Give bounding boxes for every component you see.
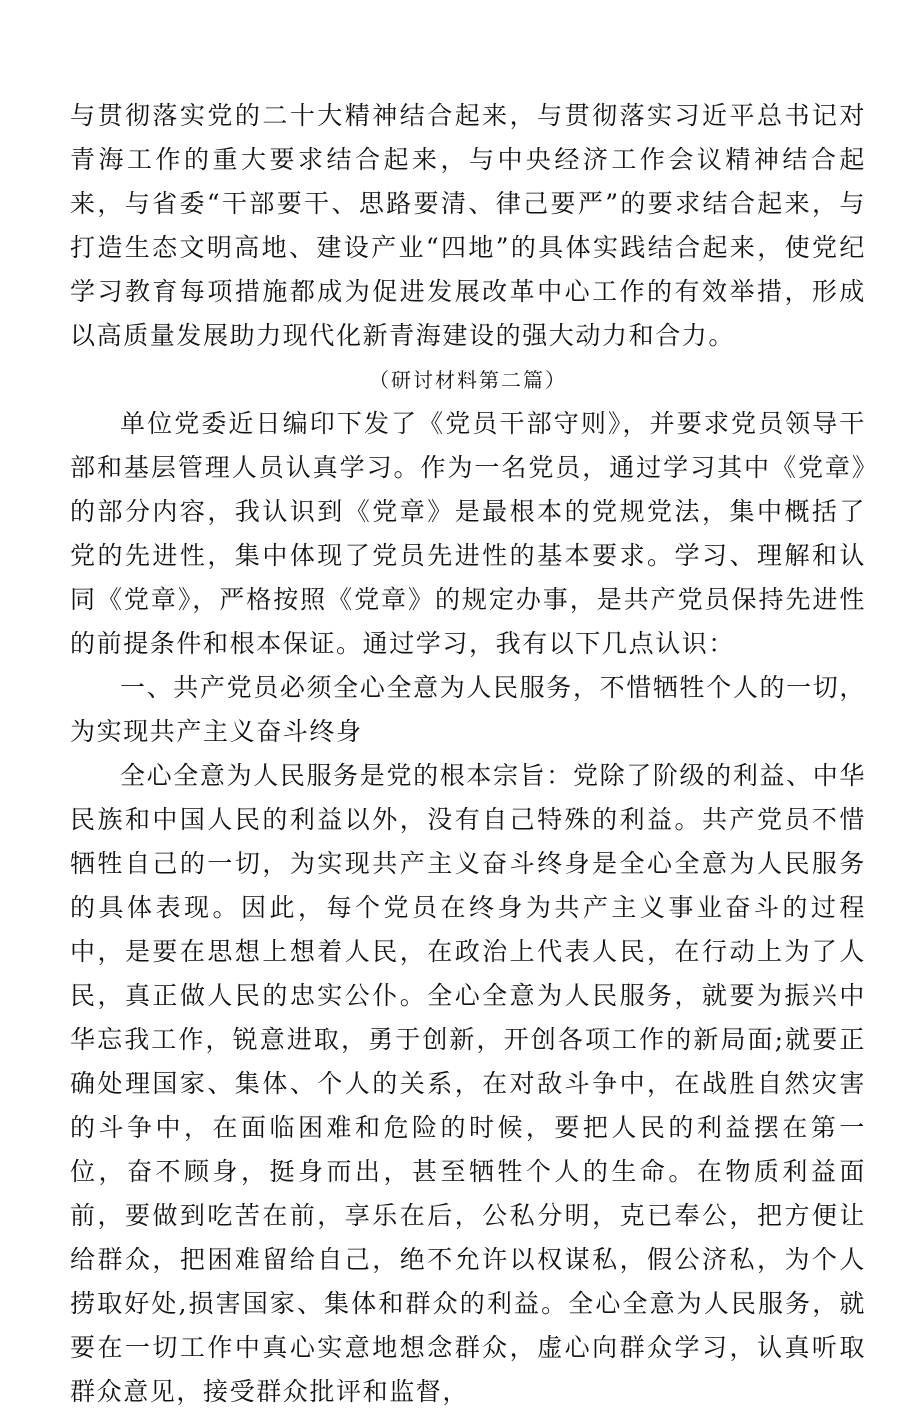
paragraph-body: 全心全意为人民服务是党的根本宗旨：党除了阶级的利益、中华民族和中国人民的利益以外，没有自己特殊的利益。共产党员不惜牺牲自己的一切，为实现共产主义奋斗终身是全心全意为人民服务的具体表现。因此，每个党员在终身为共产主义事业奋斗的过程中，是要在思想上想着人民，在政治上代表人民，在行动上为了人民，真正做人民的忠实公仆。全心全意为人民服务，就要为振兴中华忘我工作，锐意进取，勇于创新，开创各项工作的新局面;就要正确处理国家、集体、个人的关系，在对敌斗争中，在战胜自然灾害的斗争中，在面临困难和危险的时候，要把人民的利益摆在第一位，奋不顾身，挺身而出，甚至牺牲个人的生命。在物质利益面前，要做到吃苦在前，享乐在后，公私分明，克已奉公，把方便让给群众，把困难留给自己，绝不允许以权谋私，假公济私，为个人捞取好处,损害国家、集体和群众的利益。全心全意为人民服务，就要在一切工作中真心实意地想念群众，虚心向群众学习，认真听取群众意见，接受群众批评和监督，: [70, 761, 866, 1406]
heading-point-one: 一、共产党员必须全心全意为人民服务，不惜牺牲个人的一切，为实现共产主义奋斗终身: [70, 673, 866, 746]
paragraph-intro-continued: 与贯彻落实党的二十大精神结合起来，与贯彻落实习近平总书记对青海工作的重大要求结合起来，与中央经济工作会议精神结合起来，与省委“干部要干、思路要清、律己要严”的要求结合起来，与打造生态文明高地、建设产业“四地”的具体实践结合起来，使党纪学习教育每项措施都成为促进发展改革中心工作的有效举措，形成以高质量发展助力现代化新青海建设的强大动力和合力。: [70, 101, 866, 350]
section-title: （研讨材料第二篇）: [369, 368, 567, 392]
paragraph-opening: 单位党委近日编印下发了《党员干部守则》，并要求党员领导干部和基层管理人员认真学习。作为一名党员，通过学习其中《党章》的部分内容，我认识到《党章》是最根本的党规党法，集中概括了党的先进性，集中体现了党员先进性的基本要求。学习、理解和认同《党章》，严格按照《党章》的规定办事，是共产党员保持先进性的前提条件和根本保证。通过学习，我有以下几点认识：: [70, 409, 866, 658]
